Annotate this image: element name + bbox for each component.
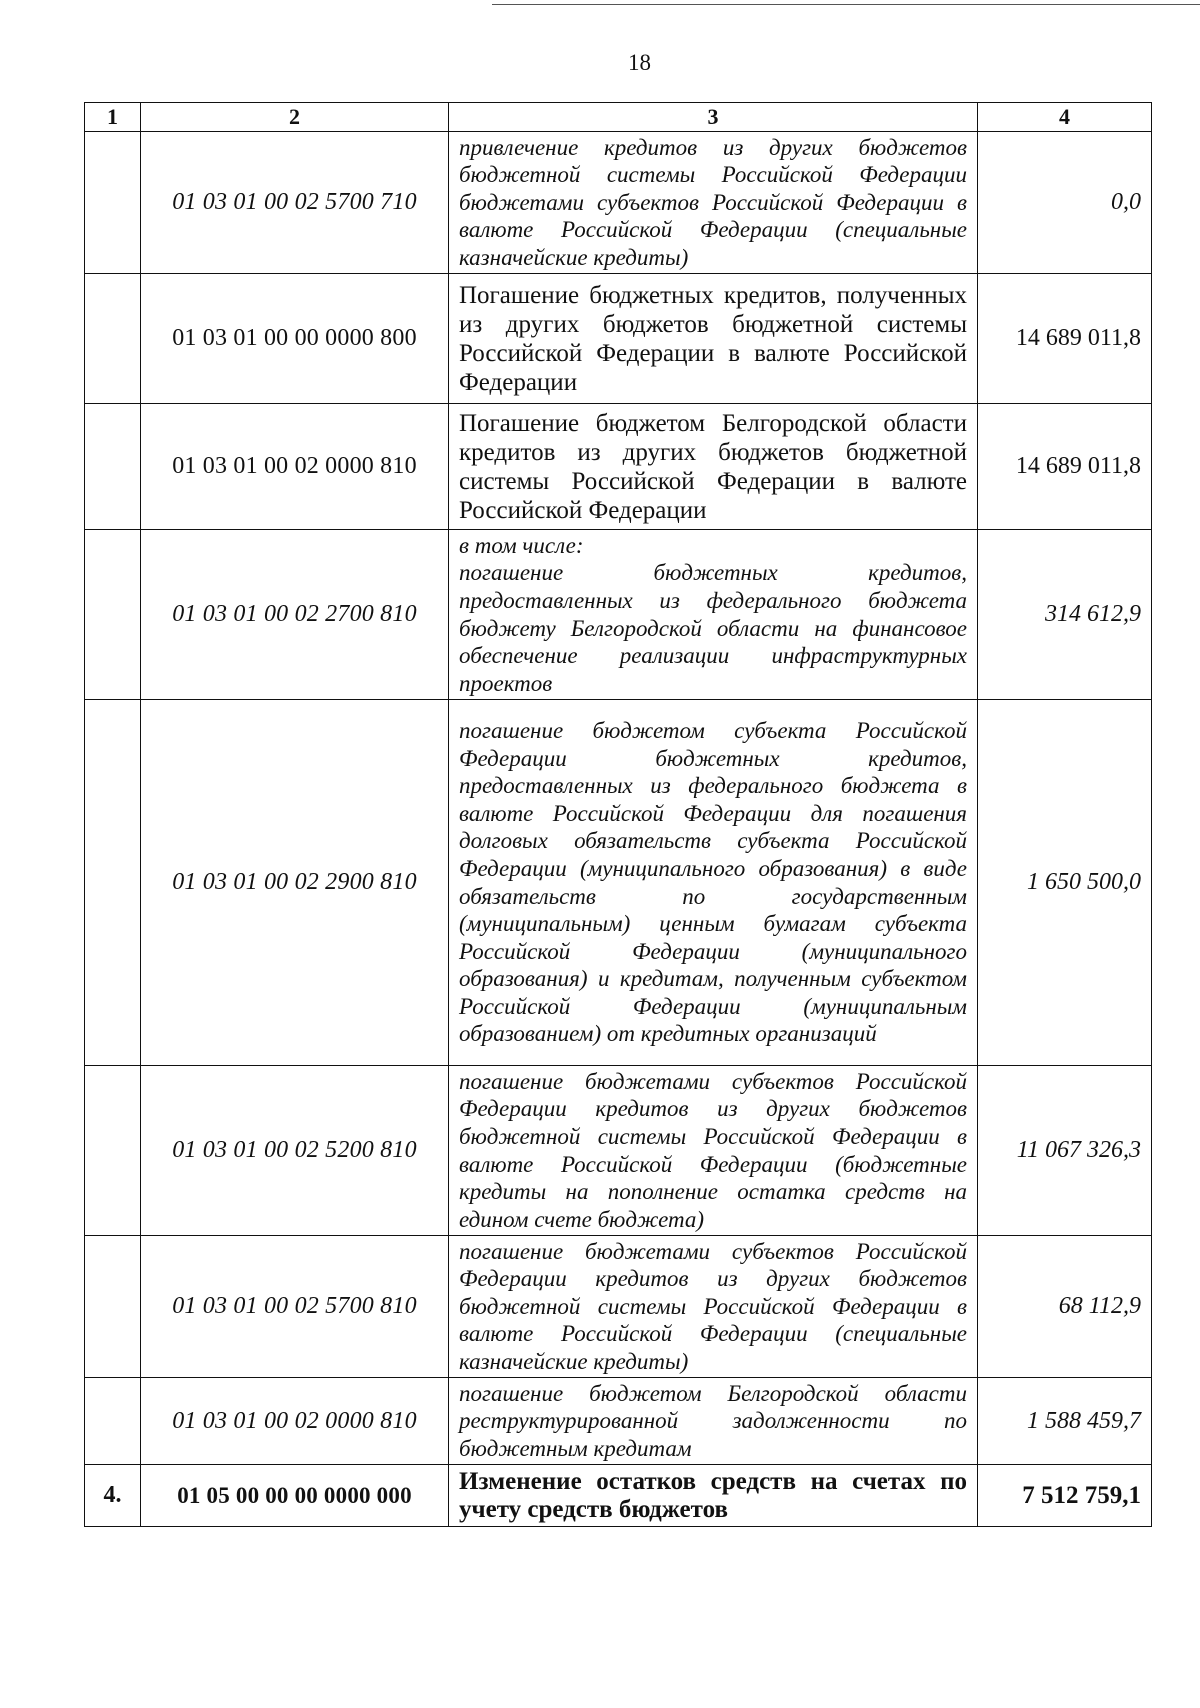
top-rule: [492, 4, 1200, 5]
budget-sources-table: [84, 102, 1152, 1527]
row-number: [85, 700, 141, 1066]
table-row: [85, 132, 1152, 274]
table-row: [85, 1378, 1152, 1465]
row-amount: 11 067 326,3: [978, 1066, 1152, 1236]
table-row: [85, 404, 1152, 530]
budget-code: 01 03 01 00 02 2700 810: [141, 530, 449, 700]
page-number: 18: [628, 50, 651, 75]
row-number: [85, 274, 141, 404]
row-amount: 14 689 011,8: [978, 404, 1152, 530]
row-amount: 314 612,9: [978, 530, 1152, 700]
row-description: привлечение кредитов из других бюджетов бюджетной системы Российской Федерации бюджетами субъектов Российской Федерации в валюте Российской Федерации (специальные казначейские кредиты): [449, 132, 978, 274]
row-description-intro: в том числе:: [459, 532, 584, 558]
row-number: [85, 1236, 141, 1378]
row-description: погашение бюджетами субъектов Российской Федерации кредитов из других бюджетов бюджетной системы Российской Федерации в валюте Российской Федерации (бюджетные кредиты на пополнение остатка средств на едином счете бюджета): [449, 1066, 978, 1236]
budget-code: 01 03 01 00 02 5700 810: [141, 1236, 449, 1378]
row-description: [449, 530, 978, 700]
row-amount: 14 689 011,8: [978, 274, 1152, 404]
row-number: [85, 530, 141, 700]
budget-code: 01 03 01 00 02 0000 810: [141, 404, 449, 530]
column-header-2: 2: [141, 103, 449, 132]
row-amount: 0,0: [978, 132, 1152, 274]
table-row: [85, 1236, 1152, 1378]
row-number: 4.: [85, 1465, 141, 1527]
row-description-body: погашение бюджетных кредитов, предоставленных из федерального бюджета бюджету Белгородской области на финансовое обеспечение реализации инфраструктурных проектов: [459, 560, 967, 696]
budget-code: 01 03 01 00 02 2900 810: [141, 700, 449, 1066]
row-description: погашение бюджетом Белгородской области реструктурированной задолженности по бюджетным кредитам: [449, 1378, 978, 1465]
row-number: [85, 132, 141, 274]
row-number: [85, 1378, 141, 1465]
row-description: Изменение остатков средств на счетах по учету средств бюджетов: [449, 1465, 978, 1527]
row-number: [85, 404, 141, 530]
row-description: погашение бюджетом субъекта Российской Федерации бюджетных кредитов, предоставленных из федерального бюджета в валюте Российской Федерации для погашения долговых обязательств субъекта Российской Федерации (муниципального образования) в виде обязательств по государственным (муниципальным) ценным бумагам субъекта Российской Федерации (муниципального образования) и кредитам, полученным субъектом Российской Федерации (муниципальным образованием) от кредитных организаций: [449, 700, 978, 1066]
table-row: [85, 700, 1152, 1066]
table-row: [85, 530, 1152, 700]
row-description: Погашение бюджетом Белгородской области кредитов из других бюджетов бюджетной системы Российской Федерации в валюте Российской Федерации: [449, 404, 978, 530]
budget-code: 01 03 01 00 02 5700 710: [141, 132, 449, 274]
row-amount: 68 112,9: [978, 1236, 1152, 1378]
column-header-3: 3: [449, 103, 978, 132]
row-amount: 7 512 759,1: [978, 1465, 1152, 1527]
budget-code: 01 05 00 00 00 0000 000: [141, 1465, 449, 1527]
row-number: [85, 1066, 141, 1236]
table-row: [85, 1066, 1152, 1236]
row-description: Погашение бюджетных кредитов, полученных из других бюджетов бюджетной системы Российской Федерации в валюте Российской Федерации: [449, 274, 978, 404]
row-description: погашение бюджетами субъектов Российской Федерации кредитов из других бюджетов бюджетной системы Российской Федерации в валюте Российской Федерации (специальные казначейские кредиты): [449, 1236, 978, 1378]
row-amount: 1 650 500,0: [978, 700, 1152, 1066]
table-row-total: [85, 1465, 1152, 1527]
row-amount: 1 588 459,7: [978, 1378, 1152, 1465]
table-row: [85, 274, 1152, 404]
budget-code: 01 03 01 00 00 0000 800: [141, 274, 449, 404]
column-header-4: 4: [978, 103, 1152, 132]
table-header-row: [85, 103, 1152, 132]
budget-code: 01 03 01 00 02 5200 810: [141, 1066, 449, 1236]
column-header-1: 1: [85, 103, 141, 132]
budget-code: 01 03 01 00 02 0000 810: [141, 1378, 449, 1465]
